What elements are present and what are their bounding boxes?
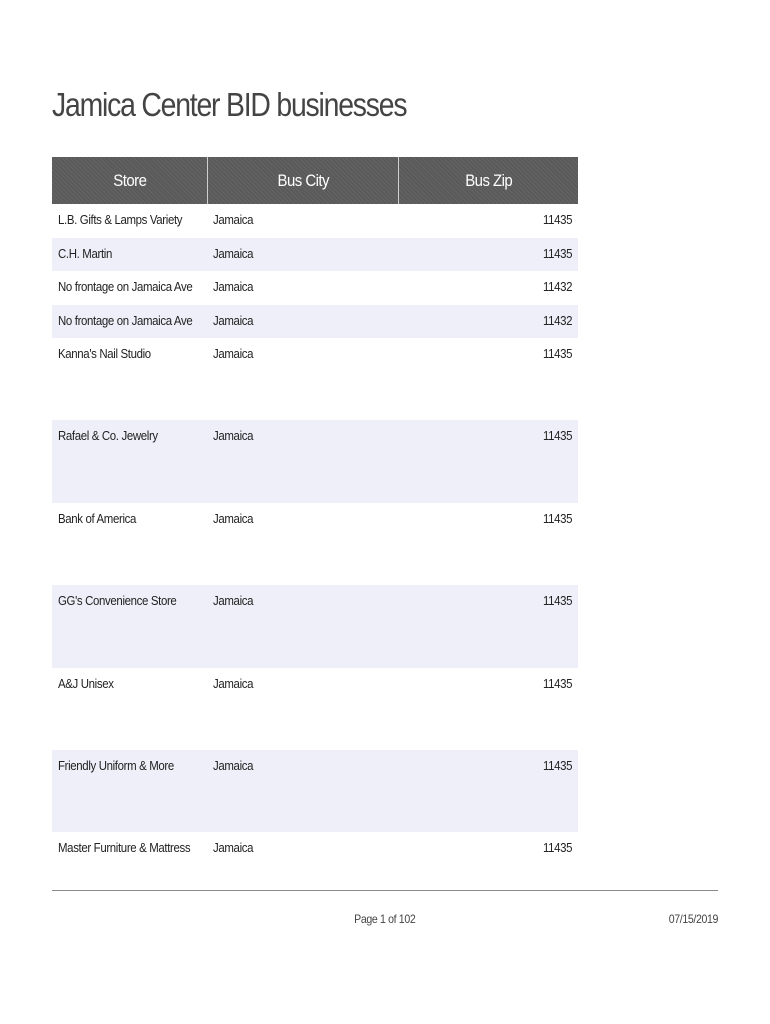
cell-store: Friendly Uniform & More: [58, 757, 174, 773]
cell-zip: 11435: [542, 428, 572, 444]
cell-zip: 11435: [542, 675, 572, 691]
table-row: [52, 750, 578, 832]
cell-city: Jamaica: [213, 510, 254, 526]
table-row: [52, 420, 578, 502]
cell-city: Jamaica: [213, 346, 254, 361]
column-header-bus-zip: [399, 157, 578, 204]
cell-zip: 11435: [542, 510, 572, 526]
cell-store: GG's Convenience Store: [58, 593, 177, 609]
table-header: [52, 157, 578, 204]
business-table: [52, 157, 578, 866]
table-row: [52, 503, 578, 585]
cell-city: Jamaica: [213, 840, 254, 856]
cell-store: Kanna's Nail Studio: [58, 346, 151, 361]
cell-zip: 11435: [542, 245, 572, 261]
cell-city: Jamaica: [213, 245, 254, 261]
column-header-store-label: Store: [112, 171, 147, 190]
cell-zip: 11432: [542, 312, 572, 328]
table-row: [52, 585, 578, 667]
table-row: [52, 204, 578, 238]
cell-zip: 11435: [542, 593, 572, 609]
column-header-bus-zip-label: Bus Zip: [464, 171, 513, 190]
column-header-bus-city-label: Bus City: [277, 171, 329, 190]
table-row: [52, 238, 578, 272]
footer-divider: [52, 890, 718, 891]
table-row: [52, 338, 578, 420]
cell-store: A&J Unisex: [58, 675, 114, 691]
column-header-bus-city: [208, 157, 399, 204]
cell-store: C.H. Martin: [58, 245, 112, 261]
cell-city: Jamaica: [213, 312, 254, 328]
cell-store: Rafael & Co. Jewelry: [58, 428, 158, 444]
cell-zip: 11435: [542, 346, 572, 361]
cell-zip: 11435: [542, 212, 572, 227]
cell-city: Jamaica: [213, 279, 254, 294]
cell-city: Jamaica: [213, 593, 254, 609]
report-date: 07/15/2019: [668, 912, 718, 926]
column-header-store: [52, 157, 208, 204]
cell-store: Bank of America: [58, 510, 137, 526]
cell-city: Jamaica: [213, 757, 254, 773]
cell-city: Jamaica: [213, 428, 254, 444]
cell-store: No frontage on Jamaica Ave: [58, 279, 193, 294]
cell-zip: 11435: [542, 757, 572, 773]
cell-store: Master Furniture & Mattress: [58, 840, 191, 856]
table-row: [52, 271, 578, 305]
cell-store: L.B. Gifts & Lamps Variety: [58, 212, 183, 227]
table-row: [52, 832, 578, 866]
cell-zip: 11435: [542, 840, 572, 856]
table-row: [52, 305, 578, 339]
table-row: [52, 668, 578, 750]
cell-zip: 11432: [542, 279, 572, 294]
cell-city: Jamaica: [213, 212, 254, 227]
page-title: Jamica Center BID businesses: [52, 86, 407, 123]
page-number: Page 1 of 102: [354, 912, 416, 926]
cell-store: No frontage on Jamaica Ave: [58, 312, 193, 328]
cell-city: Jamaica: [213, 675, 254, 691]
